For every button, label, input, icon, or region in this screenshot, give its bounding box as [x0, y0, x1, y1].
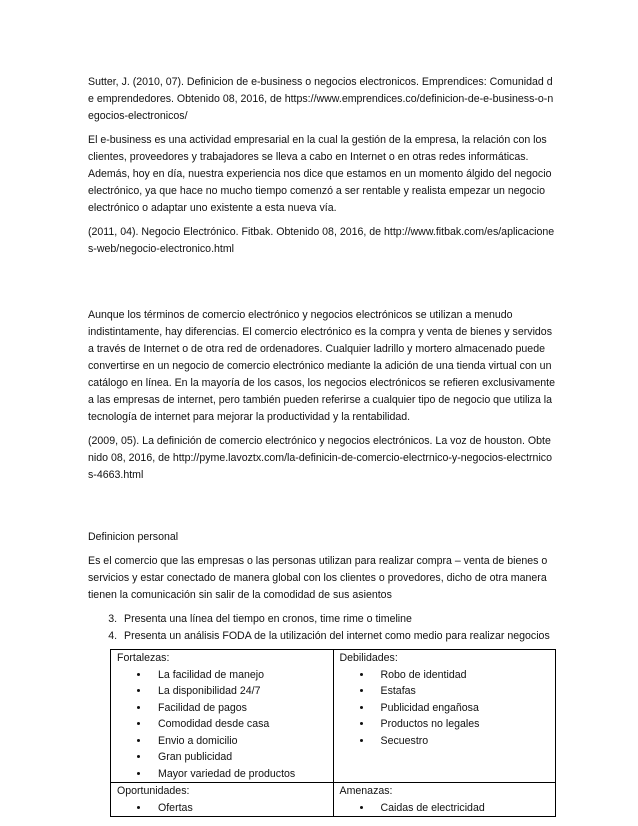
foda-item: • Facilidad de pagos: [150, 700, 328, 717]
foda-item: • Secuestro: [373, 733, 551, 750]
foda-item: • Caidas de electricidad: [373, 800, 551, 817]
foda-item: • La facilidad de manejo: [150, 667, 328, 684]
task-list: [88, 611, 556, 645]
foda-item: • Publicidad engañosa: [373, 700, 551, 717]
foda-item: • Estafas: [373, 683, 551, 700]
foda-title: Oportunidades:: [117, 785, 190, 797]
paragraph-comercio: Aunque los términos de comercio electrónico y negocios electrónicos se utilizan a menudo indistintamente, hay diferencias. El comercio electrónico es la compra y venta de bienes y servidos a través de Internet o de otra red de ordenadores. Cualquier ladrillo y mortero almacenado puede convertirse en un negocio de comercio electrónico mediante la adición de una tienda virtual con un catálogo en línea. En la mayoría de los casos, los negocios electrónicos se refieren exclusivamente a las empresas de internet, pero también pueden referirse a cualquier tipo de negocio que utiliza la tecnología de internet para mejorar la productividad y la rentabilidad.: [88, 309, 555, 423]
foda-item: • Gran publicidad: [150, 749, 328, 766]
reference-fitbak: (2011, 04). Negocio Electrónico. Fitbak. Obtenido 08, 2016, de http://www.fitbak.com/es/aplicaciones-web/negocio-electronico.html: [88, 226, 555, 255]
foda-title: Amenazas:: [339, 785, 393, 797]
paragraph-ebusiness: El e-business es una actividad empresarial en la cual la gestión de la empresa, la relación con los clientes, proveedores y trabajadores se lleva a cabo en Internet o en otras redes informáticas. Además, hoy en día, nuestra experiencia nos dice que estamos en un momento álgido del negocio electrónico, ya que hace no mucho tiempo comenzó a ser rentable y realista empezar un negocio electrónico o adaptar uno existente a esta nueva vía.: [88, 134, 552, 214]
foda-cell-debilidades: [333, 650, 556, 783]
foda-cell-amenazas: [333, 783, 556, 817]
foda-item: • Robo de identidad: [373, 667, 551, 684]
paragraph-definicion: Es el comercio que las empresas o las personas utilizan para realizar compra – venta de bienes o servicios y estar conectado de manera global con los clientes o provedores, dicho de otra manera tienen la comunicación sin salir de la comodidad de sus asientos: [88, 555, 548, 601]
list-item: 3. Presenta una línea del tiempo en cronos, time rime o timeline: [120, 611, 556, 628]
reference-sutter: Sutter, J. (2010, 07). Definicion de e-business o negocios electronicos. Emprendices: Comunidad de emprendedores. Obtenido 08, 2016, de https://www.emprendices.co/definicion-de-e-business-o-negocios-electronicos/: [88, 76, 554, 122]
spacer: [88, 265, 556, 307]
foda-title: Debilidades:: [339, 652, 398, 664]
foda-item: • La disponibilidad 24/7: [150, 683, 328, 700]
document-body: [88, 74, 556, 817]
foda-item: • Productos no legales: [373, 716, 551, 733]
foda-item: • Mayor variedad de productos: [150, 766, 328, 783]
foda-item: • Envio a domicilio: [150, 733, 328, 750]
spacer: [88, 491, 556, 529]
list-item: 4. Presenta un análisis FODA de la utilización del internet como medio para realizar negocios: [120, 628, 556, 645]
foda-title: Fortalezas:: [117, 652, 170, 664]
foda-cell-fortalezas: [111, 650, 334, 783]
reference-lavoz: (2009, 05). La definición de comercio electrónico y negocios electrónicos. La voz de houston. Obtenido 08, 2016, de http://pyme.lavoztx.com/la-definicin-de-comercio-electrnico-y-negocios-electrnicos-4663.html: [88, 435, 552, 481]
foda-cell-oportunidades: [111, 783, 334, 817]
foda-item: • Comodidad desde casa: [150, 716, 328, 733]
foda-table: [110, 649, 556, 817]
heading-definicion-personal: Definicion personal: [88, 531, 179, 543]
foda-item: • Ofertas: [150, 800, 328, 817]
